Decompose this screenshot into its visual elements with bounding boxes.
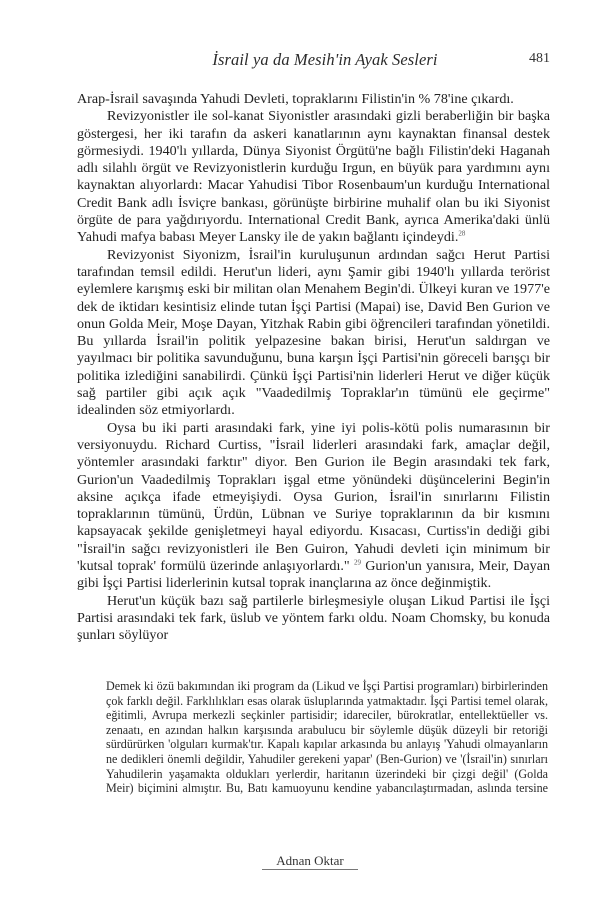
- footnote-ref-28: 28: [458, 229, 466, 238]
- paragraph-text-continued: Gurion'un yanısıra, Meir, Dayan gibi İşçi Partisi liderlerinin kutsal toprak inançlarına az önce değinmiştik.: [77, 558, 550, 592]
- body-text: [77, 91, 550, 645]
- paragraph-text: Revizyonist Siyonizm, İsrail'in kuruluşunun ardından sağcı Herut Partisi tarafından temsil edildi. Herut'un lideri, aynı Şamir gibi 1940'lı yıllarda terörist eylemlere karışmış eski bir militan olan Menahem Begin'di. Ülkeyi kuran ve 1977'e dek de iktidarı kesintisiz elinde tutan İşçi Partisi (Mapai) ise, David Ben Gurion ve onun Golda Meir, Moşe Dayan, Yitzhak Rabin gibi öğrencileri tarafından yönetildi. Bu yıllarda İsrail'in politik yelpazesine bakan birisi, Herut'un saldırgan ve yayılmacı bir politika savunduğunu, buna karşın İşçi Partisi'nin göreceli barışçı bir politika izlediğini sanabilirdi. Çünkü İşçi Partisi'nin liderleri Herut ve diğer küçük sağ partiler gibi açık açık "Vaadedilmiş Topraklar'ın tümünü ele geçirme" idealinden söz etmiyorlardı.: [77, 246, 550, 419]
- paragraph-4: [77, 420, 550, 593]
- paragraph-text: Arap-İsrail savaşında Yahudi Devleti, topraklarını Filistin'in % 78'ine çıkardı.: [77, 91, 514, 107]
- footnote-ref-29: 29: [353, 558, 361, 567]
- paragraph-1: [77, 91, 550, 108]
- page-number: 481: [529, 51, 550, 66]
- paragraph-3: [77, 247, 550, 420]
- paragraph-text: Revizyonistler ile sol-kanat Siyonistler arasındaki gizli beraberliğin bir başka göstergesi, her iki tarafın da askeri kanatlarının aynı kaynaktan finansal destek görmesiydi. 1940'lı yıllarda, Dünya Siyonist Örgütü'ne bağlı Filistin'deki Haganah adlı silahlı örgüt ve Revizyonistlerin kurduğu Irgun, en büyük para yardımını aynı kaynaktan alıyorlardı: Macar Yahudisi Tibor Rosenbaum'un kurduğu International Credit Bank adlı İsviçre bankası, görünüşte birbirine muhalif olan bu iki Siyonist örgüte de para yağdırıyordu. International Credit Bank, ayrıca Amerika'daki ünlü Yahudi mafya babası Meyer Lansky ile de yakın bağlantı içindeydi.: [77, 108, 550, 246]
- paragraph-text: Herut'un küçük bazı sağ partilerle birleşmesiyle oluşan Likud Partisi ile İşçi Partisi arasındaki tek fark, üslub ve yöntem farkı oldu. Noam Chomsky, bu konuda şunları söylüyor: [77, 592, 550, 644]
- running-header-title: İsrail ya da Mesih'in Ayak Sesleri: [212, 50, 438, 69]
- paragraph-5: [77, 593, 550, 645]
- paragraph-2: [77, 108, 550, 246]
- footer-author: Adnan Oktar: [262, 853, 358, 870]
- paragraph-text: Oysa bu iki parti arasındaki fark, yine iyi polis-kötü polis numarasının bir versiyonuydu. Richard Curtiss, "İsrail liderleri arasındaki fark, amaçlar değil, yöntemler arasındaki farktır" diyor. Ben Gurion ile Begin arasındaki tek fark, Gurion'un Vaadedilmiş Toprakları işgal etme yönündeki düşüncelerini Begin'in aksine açıkça ifade etmeyişiydi. Oysa Gurion, İsrail'in sınırlarını Filistin topraklarının tümünü, Ürdün, Lübnan ve Suriye topraklarının da bir kısmını kapsayacak şekilde genişletmeyi hayal ediyordu. Kısacası, Curtiss'in dediği gibi "İsrail'in sağcı revizyonistleri ile Ben Guiron, Yahudi devleti için minimum bir 'kutsal toprak' formülü üzerinde anlaşıyorlardı.": [77, 419, 550, 575]
- quote-text: Demek ki özü bakımından iki program da (Likud ve İşçi Partisi programları) birbirlerinden çok farklı değil. Farklılıkları esas olarak üsluplarında yatmaktadır. İşçi Partisi temel olarak, eğitimli, Avrupa merkezli seçkinler partisidir; idareciler, bürokratlar, entellektüeller vs. zenaatı, en azından halkın karşısında arabulucu bir söylemle düşük düzeyli bir retoriği sürdürürken 'olguları kurmak'tır. Kapalı kapılar arkasında bu anlayış 'Yahudi olmayanların ne dedikleri önemli değildir, Yahudiler gerekeni yapar' (Ben-Gurion) ve '(İsrail'in) sınırları Yahudilerin yaşamakta oldukları yerlerdir, haritanın üzerindeki bir çizgi değil' (Golda Meir) biçimini almıştır. Bu, Batı kamuoyunu kendine yabancılaştırmadan, aslında tersine: [106, 679, 548, 796]
- block-quote: [106, 679, 548, 796]
